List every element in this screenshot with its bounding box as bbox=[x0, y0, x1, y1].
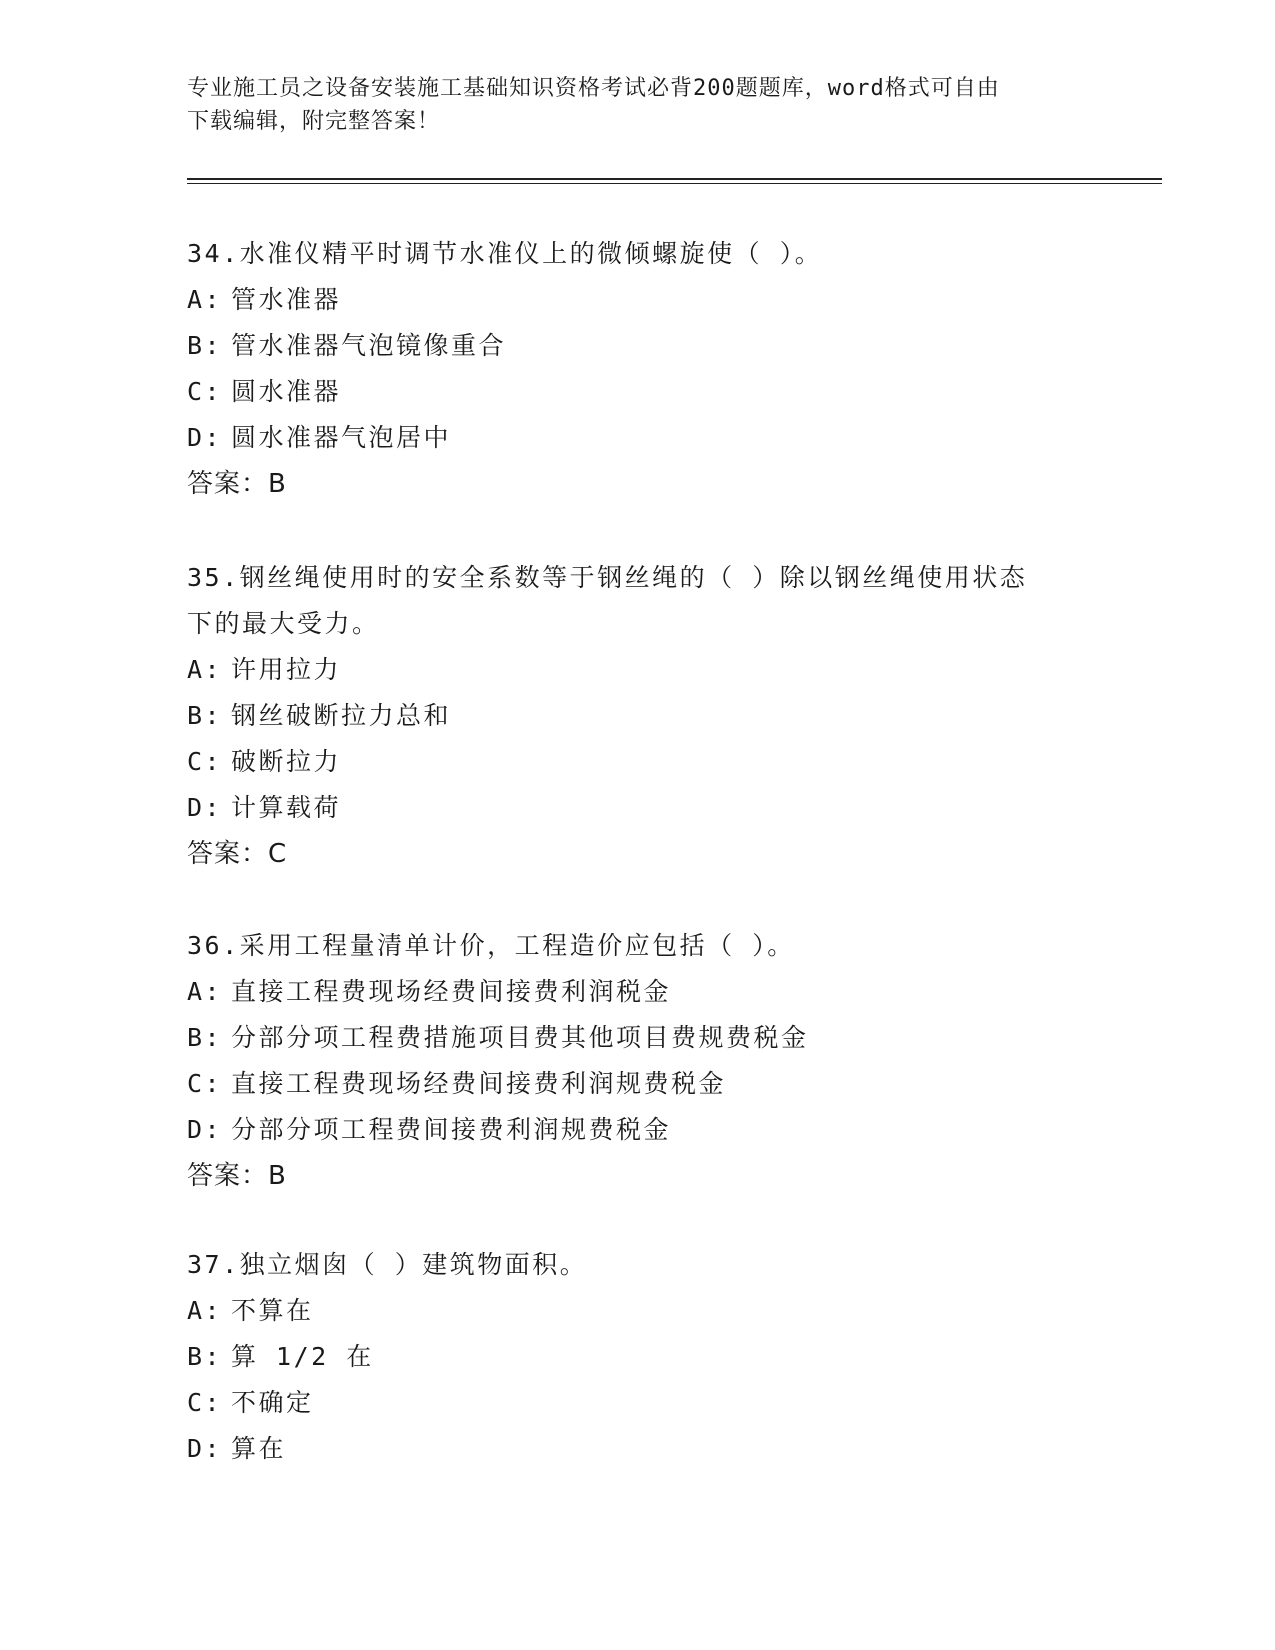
option-label: A: bbox=[187, 1296, 223, 1325]
option-text: 算 1/2 在 bbox=[231, 1342, 374, 1371]
option-label: B: bbox=[187, 331, 223, 360]
option-label: D: bbox=[187, 793, 223, 822]
option-d bbox=[187, 1426, 1087, 1472]
option-label: C: bbox=[187, 747, 223, 776]
question-35 bbox=[187, 555, 1087, 877]
option-label: A: bbox=[187, 977, 223, 1006]
document-header bbox=[187, 72, 1087, 138]
option-label: B: bbox=[187, 701, 223, 730]
answer-line: 答案：B bbox=[187, 1161, 287, 1191]
option-label: B: bbox=[187, 1342, 223, 1371]
option-text: 管水准器气泡镜像重合 bbox=[231, 331, 507, 360]
option-c bbox=[187, 1061, 1087, 1107]
question-36 bbox=[187, 923, 1087, 1199]
option-text: 圆水准器气泡居中 bbox=[231, 423, 452, 452]
option-label: A: bbox=[187, 655, 223, 684]
option-a bbox=[187, 647, 1087, 693]
option-d bbox=[187, 1107, 1087, 1153]
option-label: A: bbox=[187, 285, 223, 314]
option-b bbox=[187, 693, 1087, 739]
question-stem: 35.钢丝绳使用时的安全系数等于钢丝绳的（ ）除以钢丝绳使用状态 bbox=[187, 563, 1028, 592]
question-stem: 37.独立烟囱（ ）建筑物面积。 bbox=[187, 1250, 588, 1279]
option-label: D: bbox=[187, 1115, 223, 1144]
option-label: D: bbox=[187, 423, 223, 452]
option-a bbox=[187, 1288, 1087, 1334]
header-divider-thin bbox=[187, 183, 1162, 184]
question-stem: 34.水准仪精平时调节水准仪上的微倾螺旋使（ ）。 bbox=[187, 239, 823, 268]
option-text: 算在 bbox=[231, 1434, 287, 1463]
option-text: 分部分项工程费间接费利润规费税金 bbox=[231, 1115, 672, 1144]
option-text: 分部分项工程费措施项目费其他项目费规费税金 bbox=[231, 1023, 809, 1052]
option-label: C: bbox=[187, 377, 223, 406]
option-d bbox=[187, 785, 1087, 831]
option-text: 管水准器 bbox=[231, 285, 342, 314]
option-text: 不确定 bbox=[231, 1388, 314, 1417]
option-text: 许用拉力 bbox=[231, 655, 342, 684]
option-label: C: bbox=[187, 1069, 223, 1098]
option-text: 破断拉力 bbox=[231, 747, 342, 776]
option-text: 直接工程费现场经费间接费利润税金 bbox=[231, 977, 672, 1006]
option-a bbox=[187, 969, 1087, 1015]
header-line-2: 下载编辑，附完整答案！ bbox=[187, 109, 441, 134]
option-label: D: bbox=[187, 1434, 223, 1463]
option-text: 圆水准器 bbox=[231, 377, 342, 406]
option-d bbox=[187, 415, 1087, 461]
answer-line: 答案：C bbox=[187, 839, 288, 869]
header-line-1: 专业施工员之设备安装施工基础知识资格考试必背200题题库，word格式可自由 bbox=[187, 76, 1000, 101]
option-text: 计算载荷 bbox=[231, 793, 342, 822]
question-stem-continued: 下的最大受力。 bbox=[187, 609, 380, 638]
option-c bbox=[187, 739, 1087, 785]
option-c bbox=[187, 369, 1087, 415]
question-34 bbox=[187, 231, 1087, 507]
option-b bbox=[187, 1334, 1087, 1380]
option-a bbox=[187, 277, 1087, 323]
question-stem: 36.采用工程量清单计价，工程造价应包括（ ）。 bbox=[187, 931, 795, 960]
option-text: 直接工程费现场经费间接费利润规费税金 bbox=[231, 1069, 727, 1098]
option-label: C: bbox=[187, 1388, 223, 1417]
option-b bbox=[187, 323, 1087, 369]
option-text: 钢丝破断拉力总和 bbox=[231, 701, 452, 730]
option-c bbox=[187, 1380, 1087, 1426]
option-text: 不算在 bbox=[231, 1296, 314, 1325]
option-label: B: bbox=[187, 1023, 223, 1052]
question-37 bbox=[187, 1242, 1087, 1472]
answer-line: 答案：B bbox=[187, 469, 287, 499]
option-b bbox=[187, 1015, 1087, 1061]
header-divider-thick bbox=[187, 178, 1162, 180]
